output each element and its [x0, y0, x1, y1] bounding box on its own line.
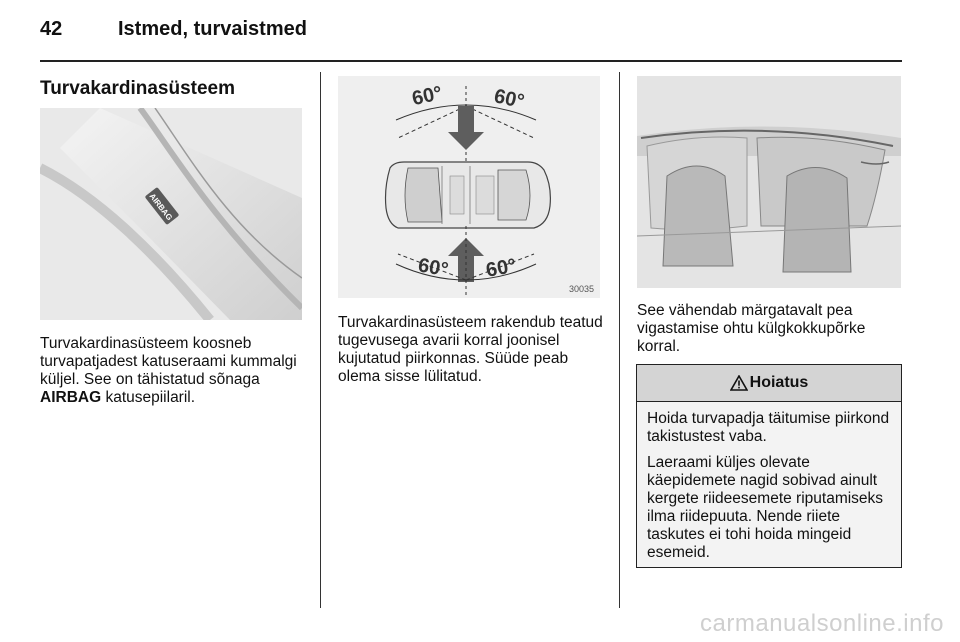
col3-paragraph: See vähendab märgatavalt pea vigastamise ohtu külgkokkupõrke korral.	[637, 302, 866, 355]
warning-triangle-icon	[730, 375, 748, 391]
site-watermark: carmanualsonline.info	[700, 610, 944, 637]
curtain-airbag-illustration	[637, 76, 901, 288]
warning-header	[637, 365, 901, 402]
angle-label-top-right: 60°	[492, 85, 527, 114]
section-title: Turvakardinasüsteem	[40, 78, 236, 99]
warning-paragraph-1: Hoida turvapadja täitumise piirkond takistustest vaba.	[647, 410, 890, 445]
angle-label-top-left: 60°	[410, 82, 445, 111]
airbag-badge-label: AIRBAG	[147, 191, 175, 223]
airbag-pillar-illustration	[40, 108, 302, 320]
column-divider-2	[619, 72, 620, 608]
deployment-zone-diagram	[338, 76, 600, 298]
header-divider	[40, 60, 902, 62]
column-divider-1	[320, 72, 321, 608]
warning-paragraph-2: Laeraami küljes olevate käepidemete nagid sobivad ainult kergete riideesemete riputamiseks ilma riidepuuta. Nende riiete taskutes ei tohi hoida mingeid esemeid.	[647, 454, 884, 561]
col1-paragraph: Turvakardinasüsteem koosneb turvapatjadest katuseraami kummalgi küljel. See on tähistatud sõnaga AIRBAG katusepiilaril.	[40, 335, 297, 406]
warning-body	[637, 402, 901, 562]
figure-code: 30035	[568, 284, 594, 294]
angle-label-bottom-right: 60°	[484, 254, 518, 282]
warning-box	[636, 364, 902, 568]
angle-label-bottom-left: 60°	[416, 254, 450, 282]
warning-title: Hoiatus	[749, 374, 809, 391]
chapter-title: Istmed, turvaistmed	[118, 18, 307, 40]
col2-paragraph: Turvakardinasüsteem rakendub teatud tugevusega avarii korral joonisel kujutatud piirkonnas. Süüde peab olema sisse lülitatud.	[338, 314, 603, 385]
page-number: 42	[40, 18, 63, 40]
airbag-bold-word: AIRBAG	[40, 389, 102, 406]
